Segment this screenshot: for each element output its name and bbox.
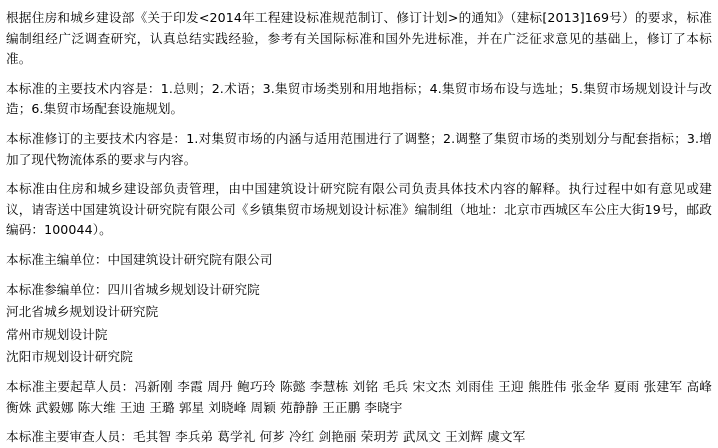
paragraph-spacer — [6, 368, 712, 377]
paragraph-participating-organization-2: 河北省城乡规划设计研究院 — [6, 304, 159, 320]
paragraph-revised-technical-contents: 本标准修订的主要技术内容是：1.对集贸市场的内涵与适用范围进行了调整；2.调整了集贸市场的类别划分与配套指标；3.增加了现代物流体系的要求与内容。 — [6, 130, 712, 167]
paragraph-main-drafters: 本标准主要起草人员：冯新刚 李霞 周丹 鲍巧玲 陈懿 李慧栋 刘铭 毛兵 宋文杰 刘雨佳 王迎 熊胜伟 张金华 夏雨 张建军 高峰 衡姝 武毅娜 陈大维 王迪 王璐 郭星 刘晓峰 周颖 苑静静 王正鹏 李晓宇 — [6, 378, 712, 415]
paragraph-spacer — [6, 120, 712, 129]
paragraph-participating-organization-3: 常州市规划设计院 — [6, 326, 108, 342]
paragraph-spacer — [6, 170, 712, 179]
paragraph-participating-organization-1: 本标准参编单位：四川省城乡规划设计研究院 — [6, 281, 260, 297]
paragraph-issuance-basis: 根据住房和城乡建设部《关于印发<2014年工程建设标准规范制订、修订计划>的通知》（建标[2013]169号）的要求，标准编制组经广泛调查研究，认真总结实践经验，参考有关国际标准和国外先进标准，并在广泛征求意见的基础上，修订了本标准。 — [6, 10, 712, 67]
paragraph-spacer — [6, 70, 712, 79]
paragraph-spacer — [6, 271, 712, 280]
paragraph-spacer — [6, 418, 712, 427]
paragraph-main-reviewers: 本标准主要审查人员：毛其智 李兵弟 葛学礼 何芗 冷红 剑艳丽 荣玥芳 武凤文 王刘辉 虞文军 — [6, 429, 526, 445]
paragraph-participating-organization-4: 沈阳市规划设计研究院 — [6, 349, 133, 365]
paragraph-administration-and-interpretation: 本标准由住房和城乡建设部负责管理，由中国建筑设计研究院有限公司负责具体技术内容的解释。执行过程中如有意见或建议，请寄送中国建筑设计研究院有限公司《乡镇集贸市场规划设计标准》编制组（地址：北京市西城区车公庄大街19号，邮政编码：100044）。 — [6, 181, 712, 238]
paragraph-main-technical-contents: 本标准的主要技术内容是：1.总则；2.术语；3.集贸市场类别和用地指标；4.集贸市场布设与选址；5.集贸市场规划设计与改造；6.集贸市场配套设施规划。 — [6, 80, 712, 117]
paragraph-chief-editing-organization: 本标准主编单位：中国建筑设计研究院有限公司 — [6, 251, 273, 267]
paragraph-spacer — [6, 241, 712, 250]
